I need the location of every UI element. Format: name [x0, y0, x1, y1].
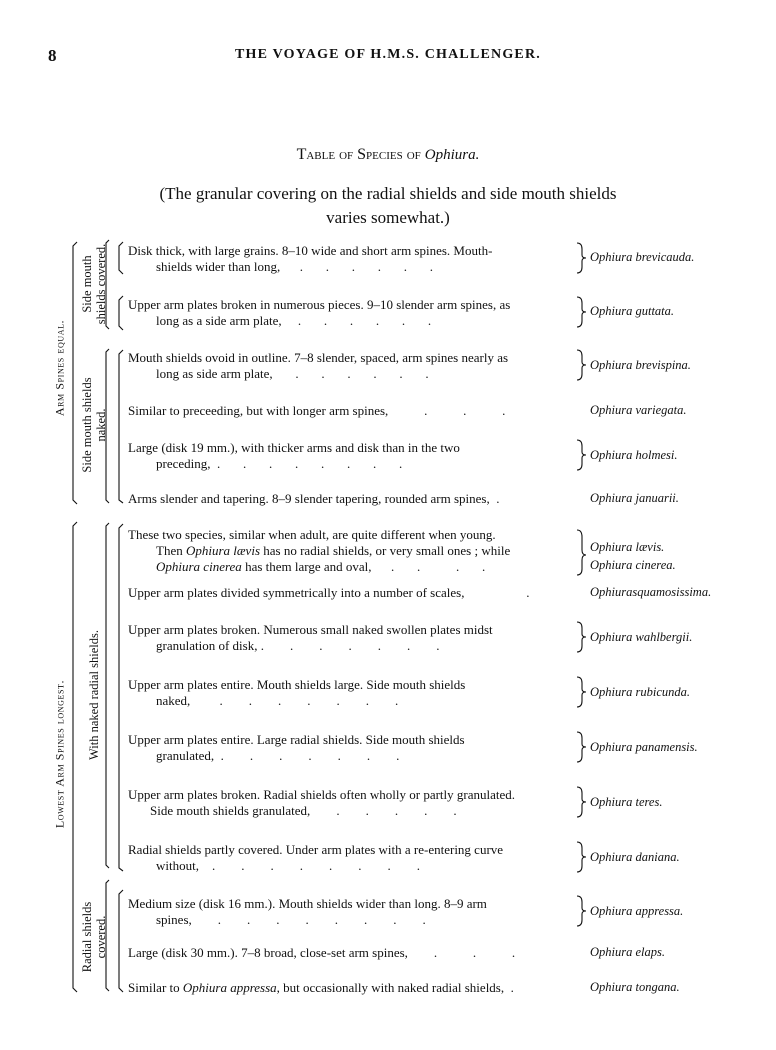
brace-appressa	[577, 896, 586, 926]
entry-laevis-line3	[128, 559, 510, 575]
entry-daniana-text2: without,	[156, 858, 199, 873]
species-guttata: Ophiura guttata.	[590, 304, 675, 318]
bracket-entry-appressa	[119, 890, 123, 992]
group-side-mouth-naked-line2: naked.	[94, 408, 108, 442]
species-squamosissima: Ophiurasquamosissima.	[590, 585, 712, 599]
species-holmesi: Ophiura holmesi.	[590, 448, 678, 462]
leader-dots: . . . . . . . .	[198, 858, 420, 873]
entry-daniana	[128, 842, 503, 874]
entry-rubicunda-text2: naked,	[156, 693, 191, 708]
entry-guttata-line1: Upper arm plates broken in numerous pieces. 9–10 slender arm spines, as	[128, 297, 511, 312]
species-wahlbergii: Ophiura wahlbergii.	[590, 630, 693, 644]
bracket-arm-spines-equal	[73, 242, 77, 504]
entry-daniana-line2	[128, 858, 503, 874]
entry-laevis-text2c: has no radial shields, or very small ones ; while	[260, 543, 511, 558]
group-radial-covered-line2: covered.	[94, 915, 108, 959]
entry-brevispina-line1: Mouth shields ovoid in outline. 7–8 slender, spaced, arm spines nearly as	[128, 350, 509, 365]
bracket-entry-laevis	[119, 524, 123, 871]
leader-dots: .	[489, 491, 500, 506]
entry-brevicauda	[128, 243, 492, 275]
brace-daniana	[577, 842, 586, 872]
brace-panamensis	[577, 732, 586, 762]
subtitle-line-1: (The granular covering on the radial shields and side mouth shields	[159, 184, 617, 203]
species-daniana: Ophiura daniana.	[590, 850, 680, 864]
entry-panamensis-line2	[128, 748, 465, 764]
species-laevis: Ophiura lævis.	[590, 540, 665, 554]
entry-guttata-text2: long as a side arm plate,	[156, 313, 282, 328]
entry-appressa-line2	[128, 912, 487, 928]
leader-dots: .	[504, 980, 514, 995]
group-lowest-arm-spines-longest: Lowest Arm Spines longest.	[52, 679, 67, 829]
bracket-entry-brevicauda	[119, 242, 123, 274]
entry-laevis-cinerea	[128, 527, 510, 575]
entry-laevis-line2	[128, 543, 510, 559]
entry-panamensis-line1: Upper arm plates entire. Large radial shields. Side mouth shields	[128, 732, 465, 747]
group-side-mouth-covered-line2: shields covered.	[94, 243, 108, 325]
entry-wahlbergii-text2: granulation of disk,	[156, 638, 258, 653]
species-rubicunda: Ophiura rubicunda.	[590, 685, 690, 699]
entry-brevicauda-line2	[128, 259, 492, 275]
entry-variegata	[128, 403, 505, 419]
group-naked-radial-shields: With naked radial shields.	[87, 629, 101, 761]
entry-wahlbergii-line2	[128, 638, 493, 654]
species-teres: Ophiura teres.	[590, 795, 663, 809]
leader-dots: . . . . . .	[280, 259, 433, 274]
leader-dots: . . . . . . .	[190, 693, 399, 708]
entry-rubicunda-line1: Upper arm plates entire. Mouth shields large. Side mouth shields	[128, 677, 466, 692]
entry-holmesi	[128, 440, 460, 472]
brace-brevicauda	[577, 243, 586, 273]
entry-tongana-text1b: Ophiura appressa	[182, 980, 277, 995]
leader-dots: . . .	[407, 945, 516, 960]
title-genus: Ophiura.	[424, 147, 480, 163]
brace-holmesi	[577, 440, 586, 470]
entry-holmesi-text2: preceding,	[156, 456, 211, 471]
entry-tongana	[128, 980, 514, 996]
entry-panamensis-text2: granulated,	[156, 748, 215, 763]
group-radial-covered-line1: Radial shields	[80, 901, 94, 973]
entry-januarii	[128, 491, 499, 507]
species-panamensis: Ophiura panamensis.	[590, 740, 698, 754]
brace-laevis-cinerea	[577, 530, 586, 575]
leader-dots: . . . . .	[310, 803, 457, 818]
brace-rubicunda	[577, 677, 586, 707]
bracket-lowest-arm-spines	[73, 522, 77, 992]
group-side-mouth-covered-line1: Side mouth	[80, 255, 94, 313]
brace-wahlbergii	[577, 622, 586, 652]
entry-laevis-line1: These two species, similar when adult, are quite different when young.	[128, 527, 496, 542]
entry-tongana-text1c: , but occasionally with naked radial shields,	[276, 980, 505, 995]
entry-laevis-text3b: has them large and oval,	[241, 559, 372, 574]
leader-dots: . . . . . .	[272, 366, 429, 381]
entry-elaps	[128, 945, 515, 961]
entry-laevis-text2a: Then	[156, 543, 186, 558]
leader-dots: . . . . . . .	[214, 748, 400, 763]
species-elaps: Ophiura elaps.	[590, 945, 665, 959]
leader-dots: .	[464, 585, 530, 600]
species-brevispina: Ophiura brevispina.	[590, 358, 691, 372]
entry-brevispina	[128, 350, 508, 382]
running-title: THE VOYAGE OF H.M.S. CHALLENGER.	[235, 47, 541, 62]
entry-guttata	[128, 297, 510, 329]
entry-tongana-text1a: Similar to	[128, 980, 183, 995]
brace-guttata	[577, 297, 586, 327]
entry-daniana-line1: Radial shields partly covered. Under arm plates with a re-entering curve	[128, 842, 504, 857]
page-number: 8	[48, 46, 57, 65]
group-side-mouth-naked	[80, 377, 108, 472]
entry-teres-line2	[128, 803, 515, 819]
entry-brevicauda-text2: shields wider than long,	[156, 259, 281, 274]
entry-brevispina-line2	[128, 366, 508, 382]
group-radial-shields-covered	[80, 902, 108, 972]
species-brevicauda: Ophiura brevicauda.	[590, 250, 695, 264]
entry-laevis-text3a: Ophiura cinerea	[156, 559, 242, 574]
group-side-mouth-covered	[80, 244, 108, 325]
entry-brevispina-text2: long as side arm plate,	[156, 366, 273, 381]
species-appressa: Ophiura appressa.	[590, 904, 684, 918]
species-cinerea: Ophiura cinerea.	[590, 558, 676, 572]
leader-dots: . . . . . . . .	[210, 456, 403, 471]
title-text: Table of Species of	[296, 146, 425, 163]
leader-dots: . . . .	[371, 559, 486, 574]
group-arm-spines-equal: Arm Spines equal.	[52, 319, 67, 417]
species-januarii: Ophiura januarii.	[590, 491, 679, 505]
entry-wahlbergii	[128, 622, 493, 654]
entry-squamosissima-line1: Upper arm plates divided symmetrically into a number of scales,	[128, 585, 465, 600]
entry-januarii-line1: Arms slender and tapering. 8–9 slender tapering, rounded arm spines,	[128, 491, 490, 506]
entry-panamensis	[128, 732, 465, 764]
species-tongana: Ophiura tongana.	[590, 980, 680, 994]
entry-holmesi-line1: Large (disk 19 mm.), with thicker arms and disk than in the two	[128, 440, 460, 455]
entry-holmesi-line2	[128, 456, 460, 472]
bracket-naked-radial	[106, 523, 109, 868]
entry-rubicunda-line2	[128, 693, 465, 709]
subtitle-line-2: varies somewhat.)	[326, 208, 450, 227]
entry-wahlbergii-line1: Upper arm plates broken. Numerous small naked swollen plates midst	[128, 622, 493, 637]
entry-elaps-line1: Large (disk 30 mm.). 7–8 broad, close-set arm spines,	[128, 945, 408, 960]
leader-dots: . . . . . .	[281, 313, 432, 328]
entry-guttata-line2	[128, 313, 510, 329]
entry-laevis-text2b: Ophiura lævis	[185, 543, 261, 558]
leader-dots: . . . . . . .	[257, 638, 440, 653]
entry-squamosissima	[128, 585, 529, 601]
entry-teres	[128, 787, 515, 819]
entry-teres-line1: Upper arm plates broken. Radial shields often wholly or partly granulated.	[128, 787, 516, 802]
bracket-entry-brevispina	[119, 350, 123, 503]
bracket-entry-guttata	[119, 296, 123, 330]
entry-appressa-text2: spines,	[156, 912, 192, 927]
group-side-mouth-naked-line1: Side mouth shields	[80, 377, 94, 473]
brace-teres	[577, 787, 586, 817]
entry-brevicauda-line1: Disk thick, with large grains. 8–10 wide and short arm spines. Mouth-	[128, 243, 493, 258]
entry-appressa-line1: Medium size (disk 16 mm.). Mouth shields wider than long. 8–9 arm	[128, 896, 487, 911]
entry-rubicunda	[128, 677, 465, 709]
brace-brevispina	[577, 350, 586, 380]
entry-teres-text2: Side mouth shields granulated,	[150, 803, 311, 818]
species-variegata: Ophiura variegata.	[590, 403, 687, 417]
entry-appressa	[128, 896, 487, 928]
leader-dots: . . .	[388, 403, 506, 418]
leader-dots: . . . . . . . .	[191, 912, 426, 927]
entry-variegata-line1: Similar to preceeding, but with longer arm spines,	[128, 403, 389, 418]
